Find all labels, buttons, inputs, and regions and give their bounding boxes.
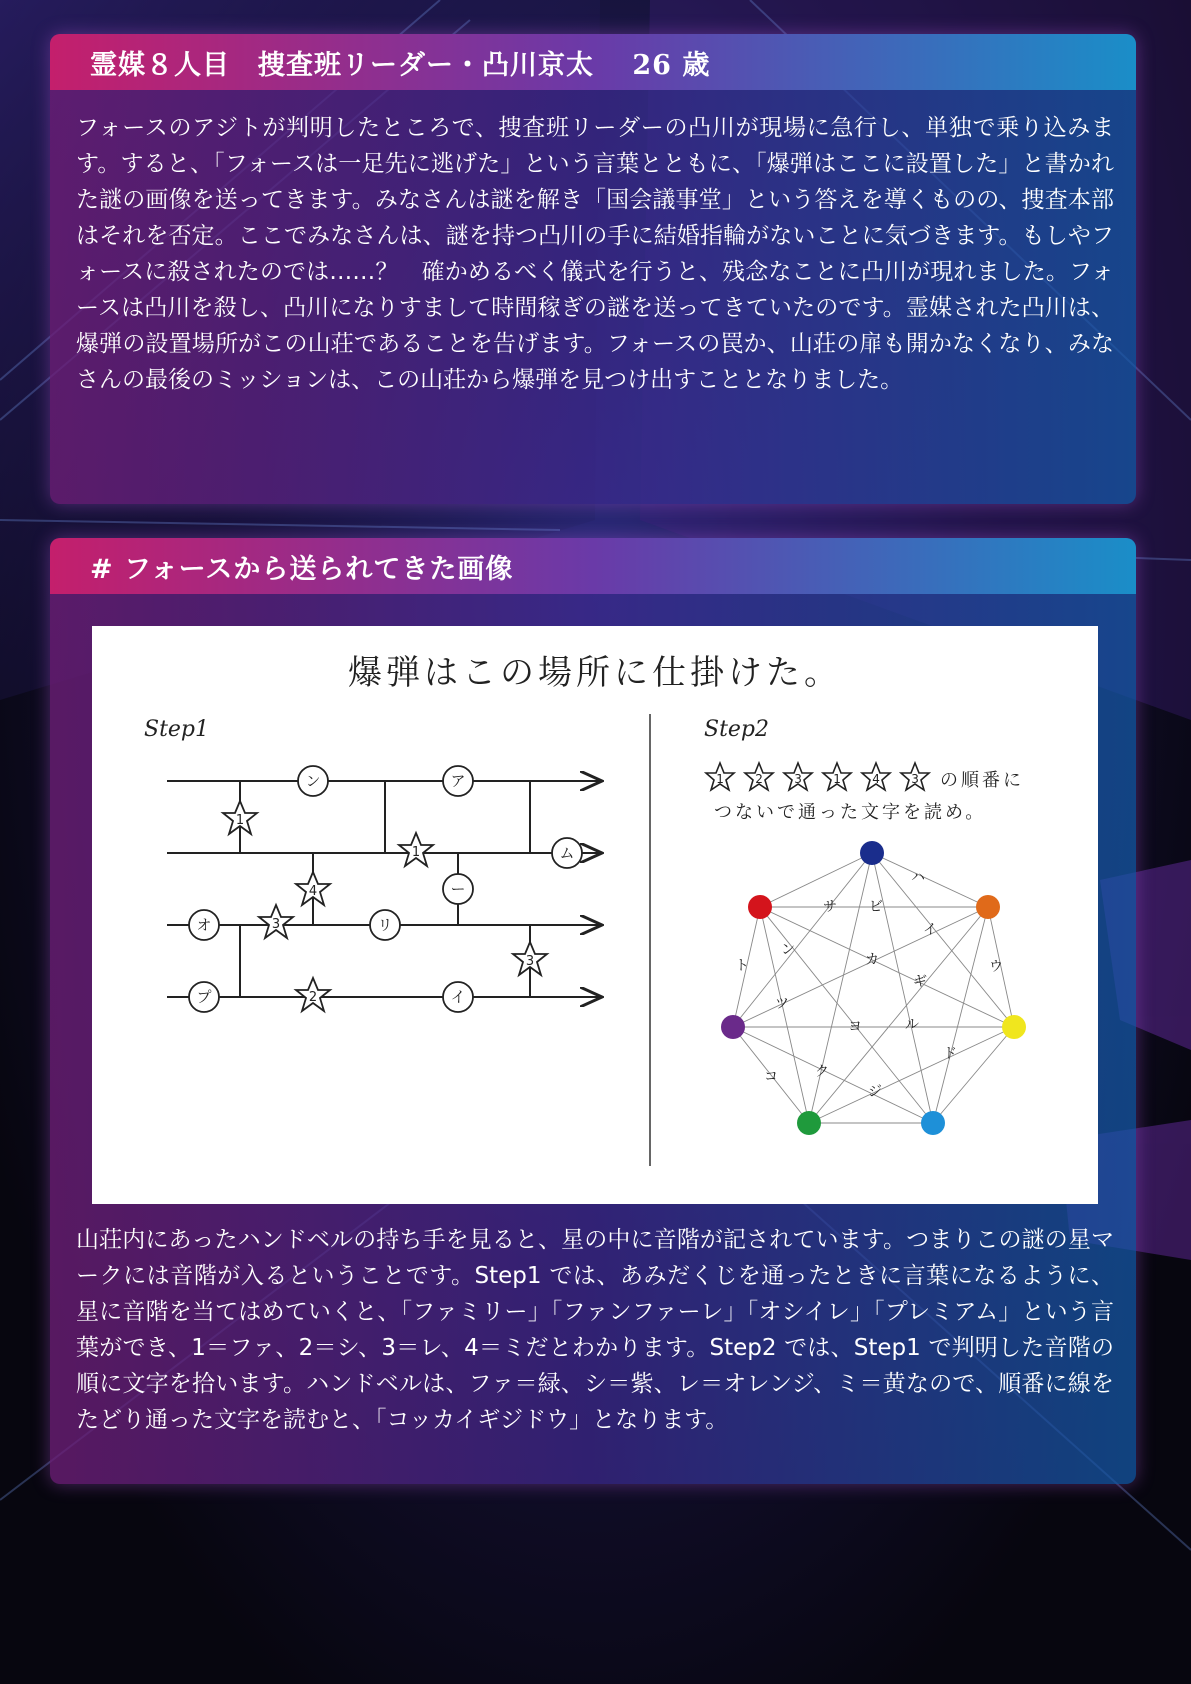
sequence-star bbox=[823, 763, 851, 790]
node-yellow bbox=[1002, 1015, 1026, 1039]
amida-circle bbox=[443, 874, 473, 904]
puzzle-image bbox=[92, 626, 1098, 1204]
amida-circle bbox=[443, 766, 473, 796]
svg-text:3: 3 bbox=[525, 954, 535, 969]
story-text: フォースのアジトが判明したところで、捜査班リーダーの凸川が現場に急行し、単独で乗り込みます。すると、「フォースは一足先に逃げた」という言葉とともに、「爆弾はここに設置した」と書かれた謎の画像を送ってきます。みなさんは謎を解き「国会議事堂」という答えを導くものの、捜査本部はそれを否定。ここでみなさんは、謎を持つ凸川の手に結婚指輪がないことに気づきます。もしやフォースに殺されたのでは……？ 確かめるべく儀式を行うと、残念なことに凸川が現れました。フォースは凸川を殺し、凸川になりすまして時間稼ぎの謎を送ってきていたのです。霊媒された凸川は、爆弾の設置場所がこの山荘であることを告げます。フォースの罠か、山荘の扉も開かなくなり、みなさんの最後のミッションは、この山荘から爆弾を見つけ出すこととなりました。 bbox=[76, 115, 1114, 393]
graph-letter: サ bbox=[823, 899, 837, 915]
svg-text:4: 4 bbox=[308, 884, 318, 899]
amida-circle bbox=[552, 838, 582, 868]
amida-circle bbox=[443, 982, 473, 1012]
section-image-panel bbox=[50, 538, 1136, 1484]
amida-circle bbox=[370, 910, 400, 940]
svg-text:オ: オ bbox=[196, 916, 212, 934]
section-header: # フォースから送られてきた画像 bbox=[50, 538, 1136, 594]
svg-text:3: 3 bbox=[271, 917, 281, 932]
svg-text:ー: ー bbox=[450, 880, 466, 898]
svg-text:2: 2 bbox=[308, 990, 318, 1005]
svg-text:1: 1 bbox=[833, 772, 841, 786]
graph-letter: イ bbox=[923, 922, 937, 938]
amida-circle bbox=[189, 910, 219, 940]
amida-star bbox=[259, 905, 293, 938]
step2-instruction: つないで通った文字を読め。 bbox=[714, 802, 987, 823]
svg-text:1: 1 bbox=[235, 813, 245, 828]
puzzle-title: 爆弾はこの場所に仕掛けた。 bbox=[348, 653, 842, 693]
svg-text:1: 1 bbox=[716, 772, 724, 786]
step2-instruction: の順番に bbox=[940, 770, 1024, 791]
node-red bbox=[748, 895, 772, 919]
section-header: 霊媒８人目 捜査班リーダー・凸川京太 26 歳 bbox=[50, 34, 1136, 90]
graph-letter: ハ bbox=[911, 870, 925, 886]
graph-letter: ギ bbox=[913, 974, 927, 990]
node-orange bbox=[976, 895, 1000, 919]
node-blue bbox=[921, 1111, 945, 1135]
svg-text:3: 3 bbox=[794, 772, 802, 786]
svg-text:ン: ン bbox=[305, 772, 321, 790]
node-purple bbox=[721, 1015, 745, 1039]
amida-circle bbox=[189, 982, 219, 1012]
graph-letter: ヨ bbox=[848, 1019, 862, 1035]
sequence-star bbox=[745, 763, 773, 790]
sequence-star bbox=[784, 763, 812, 790]
puzzle-figure bbox=[92, 626, 1098, 1204]
graph-letter: ル bbox=[905, 1017, 919, 1033]
sequence-star bbox=[862, 763, 890, 790]
svg-text:プ: プ bbox=[196, 988, 212, 1006]
svg-text:3: 3 bbox=[911, 772, 919, 786]
graph-letter: ツ bbox=[775, 996, 789, 1012]
svg-text:2: 2 bbox=[755, 772, 763, 786]
amida-star bbox=[399, 833, 433, 866]
section-story-panel bbox=[50, 34, 1136, 504]
graph-letter: ウ bbox=[989, 959, 1003, 975]
explanation-text: 山荘内にあったハンドベルの持ち手を見ると、星の中に音階が記されています。つまりこの謎の星マークには音階が入るということです。Step1 では、あみだくじを通ったときに言葉になるように、星に音階を当てはめていくと、「ファミリー」「ファンファーレ」「オシイレ」「プレミアム」という言葉ができ、1＝ファ、2＝シ、3＝レ、4＝ミだとわかります。Step2 では、Step1 で判明した音階の順に文字を拾います。ハンドベルは、ファ＝緑、シ＝紫、レ＝オレンジ、ミ＝黄なので、順番に線をたどり通った文字を読むと、「コッカイギジドウ」となります。 bbox=[76, 1227, 1114, 1433]
step2-label: Step2 bbox=[704, 717, 770, 742]
sequence-star bbox=[901, 763, 929, 790]
graph-letter: コ bbox=[764, 1069, 778, 1085]
node-navy bbox=[860, 841, 884, 865]
amida-star bbox=[296, 978, 330, 1011]
svg-text:ア: ア bbox=[450, 772, 466, 790]
sequence-star bbox=[706, 763, 734, 790]
svg-text:4: 4 bbox=[872, 772, 880, 786]
graph-letter: ト bbox=[735, 958, 749, 974]
svg-text:1: 1 bbox=[411, 845, 421, 860]
node-green bbox=[797, 1111, 821, 1135]
graph-letter: ド bbox=[943, 1046, 957, 1062]
graph-letter: ジ bbox=[868, 1084, 882, 1100]
graph-letter: ン bbox=[781, 942, 795, 958]
graph-letter: ビ bbox=[869, 899, 883, 915]
svg-text:ム: ム bbox=[559, 844, 575, 862]
graph-letter: ク bbox=[815, 1064, 829, 1080]
svg-text:リ: リ bbox=[377, 916, 393, 934]
step1-label: Step1 bbox=[144, 717, 210, 742]
amida-circle bbox=[298, 766, 328, 796]
sequence-stars bbox=[706, 763, 929, 790]
graph-letter: カ bbox=[865, 952, 879, 968]
svg-text:イ: イ bbox=[450, 988, 466, 1006]
